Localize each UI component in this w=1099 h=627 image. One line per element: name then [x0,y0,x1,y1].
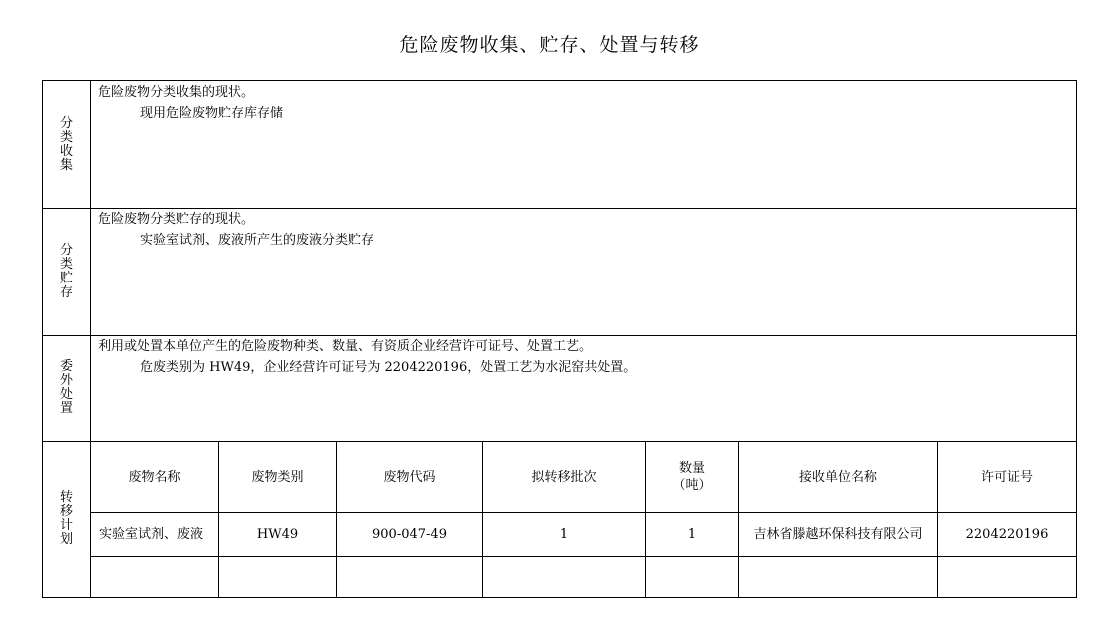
header-waste-category: 废物类别 [251,469,304,485]
collection-body: 现用危险废物贮存库存储 [140,106,284,121]
table-cell: 900-047-49 [372,527,447,542]
header-waste-code: 废物代码 [383,469,436,485]
disposal-text [98,336,636,378]
table-cell: 吉林省滕越环保科技有限公司 [753,527,923,542]
header-batches: 拟转移批次 [531,469,597,485]
section-label-storage: 分类贮存 [60,242,74,300]
table-cell: 2204220196 [965,527,1049,542]
table-cell: HW49 [256,527,299,542]
table-cell [91,557,218,597]
disposal-body: 危废类别为 HW49，企业经营许可证号为 2204220196，处置工艺为水泥窑共处置。 [140,360,637,375]
report-table [42,80,1077,598]
storage-body: 实验室试剂、废液所产生的废液分类贮存 [140,233,375,248]
table-cell [219,557,336,597]
header-receiver: 接收单位名称 [798,469,877,485]
header-quantity: 数量 （吨） [672,461,712,493]
disposal-heading: 利用或处置本单位产生的危险废物种类、数量、有资质企业经营许可证号、处置工艺。 [98,339,593,354]
page-title: 危险废物收集、贮存、处置与转移 [399,34,700,56]
table-cell [483,557,645,597]
collection-heading: 危险废物分类收集的现状。 [98,85,255,100]
storage-heading: 危险废物分类贮存的现状。 [98,212,255,227]
table-cell [938,557,1076,597]
section-label-transfer: 转移计划 [60,490,74,547]
table-cell: 实验室试剂、废液 [99,527,204,542]
table-cell: 1 [559,527,569,542]
table-cell [739,557,937,597]
table-cell [646,557,738,597]
header-waste-name: 废物名称 [128,469,181,485]
storage-text [98,209,374,251]
table-cell [337,557,482,597]
section-label-collection: 分类收集 [60,115,74,173]
section-label-disposal: 委外处置 [60,359,74,416]
header-license: 许可证号 [980,469,1033,485]
table-cell: 1 [687,527,697,542]
collection-text [98,82,283,124]
